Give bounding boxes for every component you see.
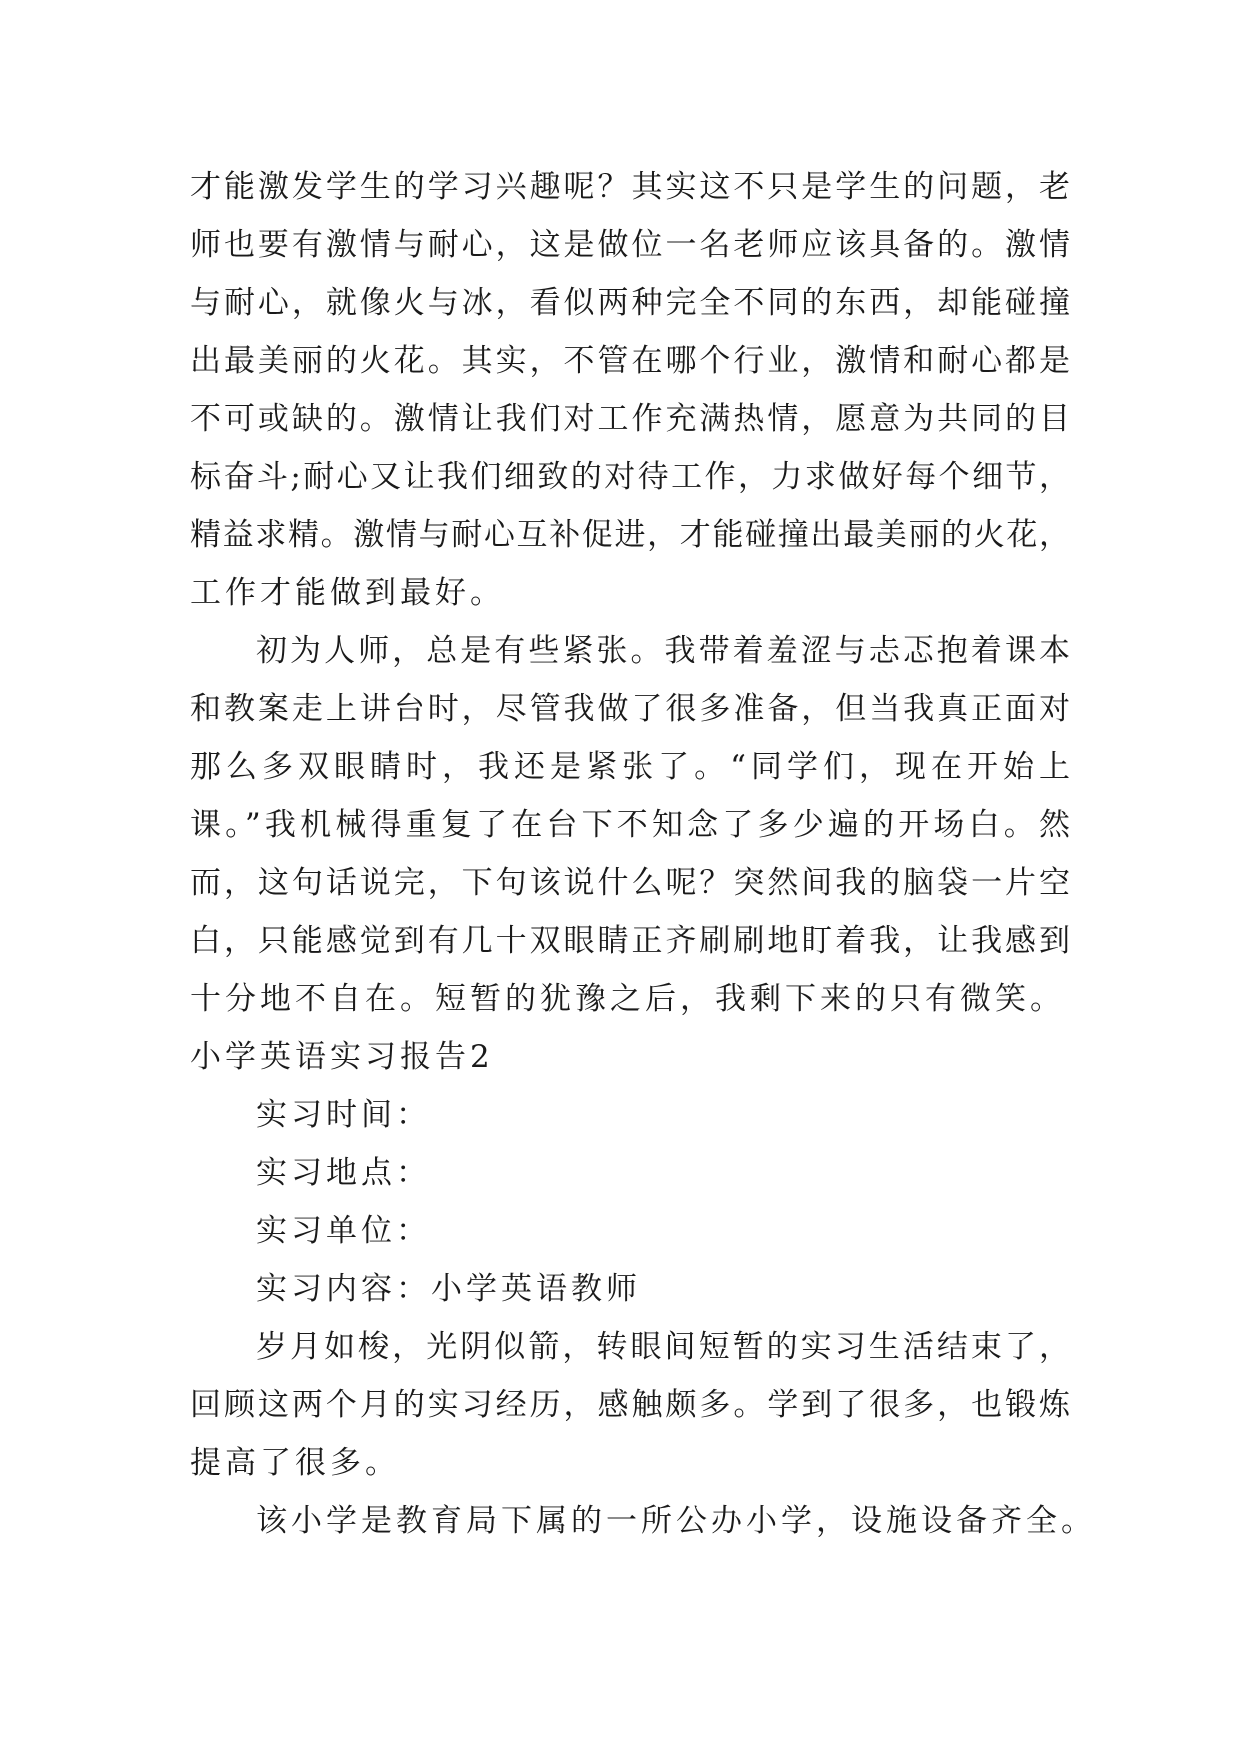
section-title: 小学英语实习报告2 — [190, 1039, 494, 1075]
text-line: 精益求精。激情与耐心互补促进，才能碰撞出最美丽的火花， — [190, 517, 1070, 553]
document-body — [190, 158, 1096, 1550]
text-line: 提高了很多。 — [190, 1445, 400, 1481]
field-internship-unit — [190, 1202, 1070, 1260]
text-line: 而，这句话说完，下句该说什么呢？突然间我的脑袋一片空 — [190, 865, 1070, 901]
text-line: 初为人师，总是有些紧张。我带着羞涩与忐忑抱着课本 — [256, 633, 1070, 669]
text-line: 工作才能做到最好。 — [190, 575, 505, 611]
text-line: 回顾这两个月的实习经历，感触颇多。学到了很多，也锻炼 — [190, 1387, 1070, 1423]
text-line: 不可或缺的。激情让我们对工作充满热情，愿意为共同的目 — [190, 401, 1070, 437]
field-label: 实习地点： — [256, 1155, 431, 1191]
field-internship-time — [190, 1086, 1070, 1144]
text-line: 那么多双眼睛时，我还是紧张了。“同学们，现在开始上 — [190, 749, 1070, 785]
text-line: 白，只能感觉到有几十双眼睛正齐刷刷地盯着我，让我感到 — [190, 923, 1070, 959]
text-line: 出最美丽的火花。其实，不管在哪个行业，激情和耐心都是 — [190, 343, 1070, 379]
field-internship-location — [190, 1144, 1070, 1202]
text-line: 岁月如梭，光阴似箭，转眼间短暂的实习生活结束了， — [256, 1329, 1070, 1365]
paragraph-school-intro — [190, 1492, 1096, 1550]
paragraph-passion-patience — [190, 158, 1070, 622]
field-label: 实习单位： — [256, 1213, 431, 1249]
paragraph-time-flies — [190, 1318, 1070, 1492]
text-line: 才能激发学生的学习兴趣呢？其实这不只是学生的问题，老 — [190, 169, 1070, 205]
text-line: 该小学是教育局下属的一所公办小学，设施设备齐全。 — [256, 1503, 1096, 1539]
internship-info — [190, 1086, 1070, 1318]
field-label: 实习内容： — [256, 1271, 431, 1307]
paragraph-first-class — [190, 622, 1070, 1028]
text-line: 师也要有激情与耐心，这是做位一名老师应该具备的。激情 — [190, 227, 1070, 263]
field-label: 实习时间： — [256, 1097, 431, 1133]
text-line: 与耐心，就像火与冰，看似两种完全不同的东西，却能碰撞 — [190, 285, 1070, 321]
text-line: 十分地不自在。短暂的犹豫之后，我剩下来的只有微笑。 — [190, 981, 1065, 1017]
text-line: 和教案走上讲台时，尽管我做了很多准备，但当我真正面对 — [190, 691, 1070, 727]
field-internship-content — [190, 1260, 1070, 1318]
text-line: 标奋斗;耐心又让我们细致的对待工作，力求做好每个细节， — [190, 459, 1070, 495]
text-line: 课。”我机械得重复了在台下不知念了多少遍的开场白。然 — [190, 807, 1070, 843]
field-value: 小学英语教师 — [431, 1271, 641, 1307]
